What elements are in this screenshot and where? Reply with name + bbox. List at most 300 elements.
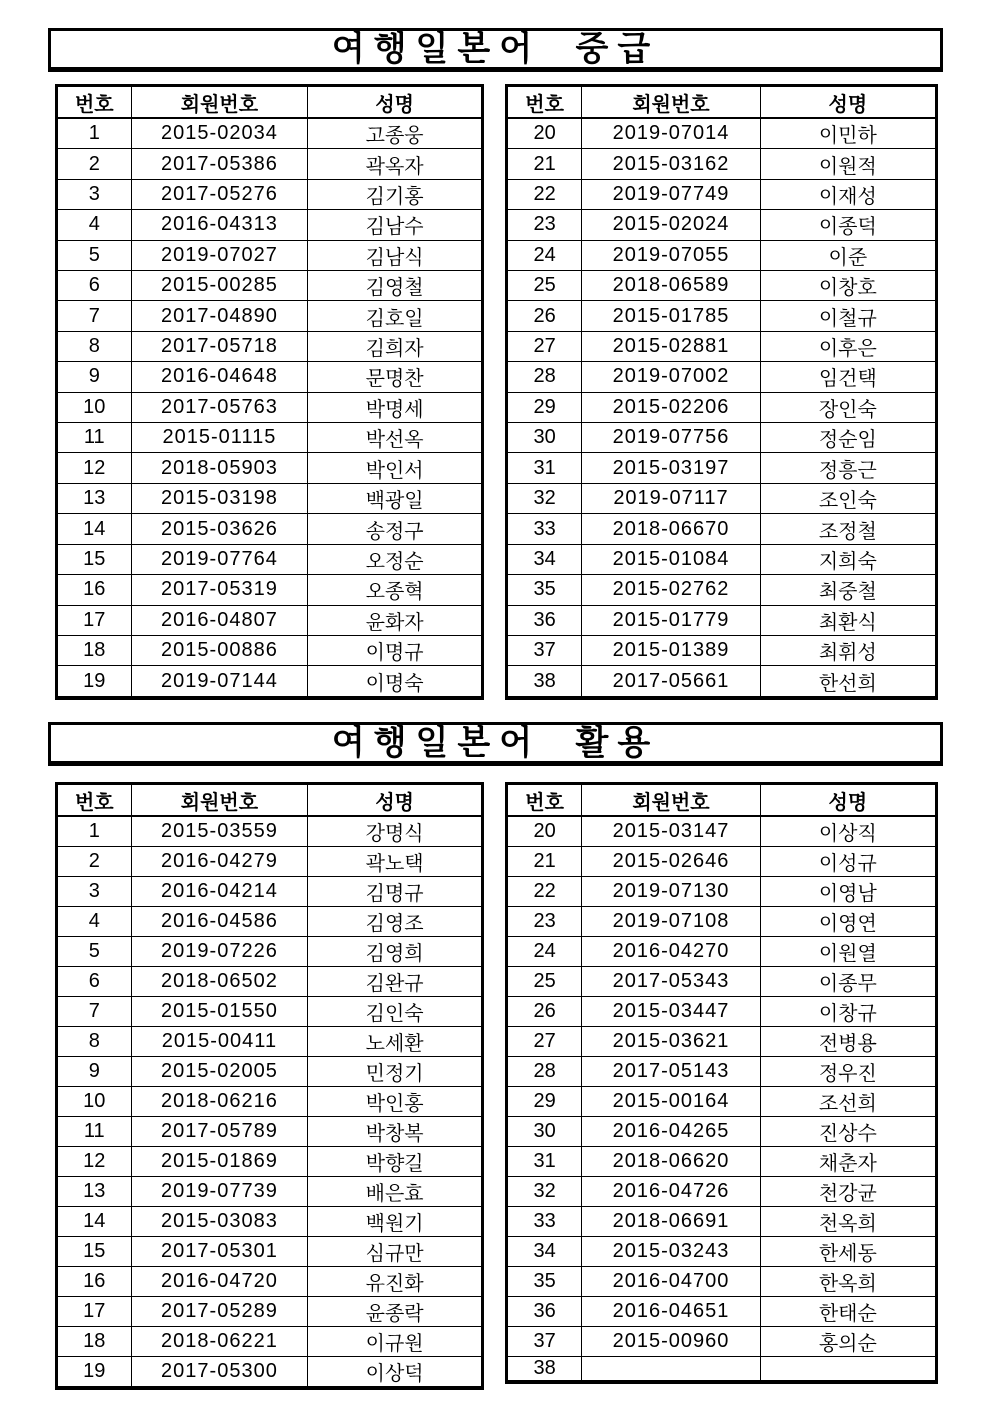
name-cell: 한옥희 [760,1267,936,1297]
table-row [57,179,483,209]
member-id-cell: 2019-07108 [582,907,760,937]
member-id-cell: 2017-05789 [131,1117,308,1147]
row-number-cell: 26 [507,997,582,1027]
section-title-box-intermediate [48,28,943,72]
table-row [507,149,937,179]
table-body [57,816,483,1388]
name-cell: 윤종락 [308,1297,483,1327]
member-id-cell: 2015-00960 [582,1327,760,1357]
table-row [57,331,483,361]
name-cell: 이영남 [760,877,936,907]
row-number-cell: 19 [57,1357,132,1389]
member-id-cell: 2019-07014 [582,118,760,149]
member-id-cell: 2017-05661 [582,666,760,698]
table-row [507,514,937,544]
name-cell: 이영연 [760,907,936,937]
table-row [57,1087,483,1117]
member-id-cell: 2018-06216 [131,1087,308,1117]
table-row [507,907,937,937]
table-row [507,1177,937,1207]
row-number-cell: 13 [57,483,132,513]
name-cell: 박인홍 [308,1087,483,1117]
member-id-cell: 2015-01389 [582,635,760,665]
name-cell: 이명규 [308,635,483,665]
member-id-cell: 2015-01115 [131,423,308,453]
row-number-cell: 35 [507,575,582,605]
table-row [57,1327,483,1357]
row-number-cell: 14 [57,1207,132,1237]
member-id-cell: 2016-04265 [582,1117,760,1147]
row-number-cell: 8 [57,331,132,361]
member-id-cell: 2015-02762 [582,575,760,605]
table-body [507,816,937,1382]
column-header: 번호 [507,86,582,119]
member-id-cell: 2017-05300 [131,1357,308,1389]
table-row [57,877,483,907]
member-id-cell: 2017-05143 [582,1057,760,1087]
table-row [57,967,483,997]
column-header: 성명 [308,784,483,817]
name-cell: 박향길 [308,1147,483,1177]
name-cell: 장인숙 [760,392,936,422]
table-row [57,997,483,1027]
member-id-cell: 2015-01869 [131,1147,308,1177]
name-cell: 이성규 [760,847,936,877]
name-cell: 김영희 [308,937,483,967]
row-number-cell: 12 [57,453,132,483]
member-id-cell: 2015-03559 [131,816,308,847]
table-row [507,1057,937,1087]
name-cell: 오정순 [308,544,483,574]
name-cell: 이후은 [760,331,936,361]
table-row [507,1147,937,1177]
name-cell: 홍의순 [760,1327,936,1357]
table-row [57,392,483,422]
member-id-cell: 2015-03626 [131,514,308,544]
row-number-cell: 14 [57,514,132,544]
column-header: 회원번호 [131,86,308,119]
row-number-cell: 16 [57,575,132,605]
row-number-cell: 2 [57,149,132,179]
column-header: 성명 [308,86,483,119]
row-number-cell: 25 [507,967,582,997]
member-id-cell: 2015-03198 [131,483,308,513]
member-id-cell: 2015-01084 [582,544,760,574]
member-id-cell: 2016-04720 [131,1267,308,1297]
table-row [57,1027,483,1057]
row-number-cell: 33 [507,514,582,544]
row-number-cell: 26 [507,301,582,331]
member-id-cell: 2019-07002 [582,362,760,392]
name-cell: 김남식 [308,240,483,270]
name-cell: 이창규 [760,997,936,1027]
name-cell: 유진화 [308,1267,483,1297]
roster-table-practical-right [505,782,938,1384]
name-cell: 오종혁 [308,575,483,605]
member-id-cell: 2019-07764 [131,544,308,574]
row-number-cell: 10 [57,392,132,422]
name-cell: 이원적 [760,149,936,179]
name-cell: 고종웅 [308,118,483,149]
name-cell: 천강균 [760,1177,936,1207]
table-row [507,1357,937,1383]
table-row [507,937,937,967]
table-row [57,847,483,877]
member-id-cell: 2015-02646 [582,847,760,877]
table-row [57,544,483,574]
table-row [57,666,483,698]
name-cell: 이창호 [760,271,936,301]
table-row [507,605,937,635]
name-cell: 전병용 [760,1027,936,1057]
row-number-cell: 4 [57,210,132,240]
name-cell: 백원기 [308,1207,483,1237]
name-cell: 임건택 [760,362,936,392]
row-number-cell: 37 [507,635,582,665]
table-row [507,423,937,453]
section-title-practical: 여행일본어 활용 [331,724,660,762]
row-number-cell: 17 [57,605,132,635]
member-id-cell: 2017-05289 [131,1297,308,1327]
row-number-cell: 28 [507,1057,582,1087]
name-cell: 김완규 [308,967,483,997]
member-id-cell: 2018-06502 [131,967,308,997]
table-row [507,666,937,698]
row-number-cell: 5 [57,240,132,270]
member-id-cell: 2018-05903 [131,453,308,483]
row-number-cell: 20 [507,816,582,847]
member-id-cell: 2016-04807 [131,605,308,635]
table-row [507,847,937,877]
member-id-cell: 2015-03447 [582,997,760,1027]
member-id-cell [582,1357,760,1383]
member-id-cell: 2016-04726 [582,1177,760,1207]
table-row [57,1057,483,1087]
name-cell: 정흥근 [760,453,936,483]
table-row [57,423,483,453]
table-row [57,907,483,937]
member-id-cell: 2016-04214 [131,877,308,907]
name-cell: 조선희 [760,1087,936,1117]
row-number-cell: 13 [57,1177,132,1207]
name-cell: 김호일 [308,301,483,331]
name-cell: 이명숙 [308,666,483,698]
row-number-cell: 17 [57,1297,132,1327]
row-number-cell: 21 [507,149,582,179]
name-cell: 천옥희 [760,1207,936,1237]
member-id-cell: 2015-00886 [131,635,308,665]
name-cell: 노세환 [308,1027,483,1057]
member-id-cell: 2019-07144 [131,666,308,698]
name-cell: 정순임 [760,423,936,453]
name-cell: 백광일 [308,483,483,513]
table-row [507,118,937,149]
row-number-cell: 8 [57,1027,132,1057]
table-row [57,271,483,301]
name-cell: 곽옥자 [308,149,483,179]
row-number-cell: 7 [57,301,132,331]
name-cell: 이종무 [760,967,936,997]
member-id-cell: 2017-05763 [131,392,308,422]
table-header-row [57,784,483,817]
name-cell: 강명식 [308,816,483,847]
table-row [57,1207,483,1237]
column-header: 회원번호 [582,86,760,119]
row-number-cell: 21 [507,847,582,877]
row-number-cell: 15 [57,1237,132,1267]
table-row [507,271,937,301]
row-number-cell: 29 [507,392,582,422]
member-id-cell: 2016-04648 [131,362,308,392]
name-cell: 지희숙 [760,544,936,574]
member-id-cell: 2015-02206 [582,392,760,422]
table-row [507,1297,937,1327]
table-row [57,210,483,240]
column-header: 번호 [57,784,132,817]
table-row [57,1147,483,1177]
name-cell: 이상직 [760,816,936,847]
table-row [57,483,483,513]
row-number-cell: 29 [507,1087,582,1117]
table-row [57,514,483,544]
member-id-cell: 2019-07756 [582,423,760,453]
row-number-cell: 1 [57,118,132,149]
name-cell: 최중철 [760,575,936,605]
table-body [507,118,937,698]
name-cell: 이상덕 [308,1357,483,1389]
table-row [507,635,937,665]
table-row [57,1117,483,1147]
name-cell: 김남수 [308,210,483,240]
column-header: 회원번호 [582,784,760,817]
member-id-cell: 2019-07027 [131,240,308,270]
table-row [507,1267,937,1297]
name-cell: 박선옥 [308,423,483,453]
row-number-cell: 22 [507,877,582,907]
row-number-cell: 22 [507,179,582,209]
row-number-cell: 23 [507,210,582,240]
member-id-cell: 2018-06221 [131,1327,308,1357]
table-row [57,937,483,967]
row-number-cell: 3 [57,179,132,209]
row-number-cell: 11 [57,1117,132,1147]
member-id-cell: 2016-04279 [131,847,308,877]
name-cell: 진상수 [760,1117,936,1147]
name-cell: 배은효 [308,1177,483,1207]
table-header-row [507,784,937,817]
member-id-cell: 2018-06670 [582,514,760,544]
name-cell: 이규원 [308,1327,483,1357]
roster-table-intermediate-right [505,84,938,700]
table-row [57,118,483,149]
member-id-cell: 2017-05343 [582,967,760,997]
member-id-cell: 2018-06691 [582,1207,760,1237]
row-number-cell: 30 [507,1117,582,1147]
member-id-cell: 2019-07117 [582,483,760,513]
member-id-cell: 2015-02881 [582,331,760,361]
table-row [507,392,937,422]
member-id-cell: 2017-05276 [131,179,308,209]
row-number-cell: 24 [507,937,582,967]
row-number-cell: 38 [507,1357,582,1383]
row-number-cell: 27 [507,1027,582,1057]
row-number-cell: 18 [57,1327,132,1357]
name-cell: 조인숙 [760,483,936,513]
column-header: 번호 [57,86,132,119]
member-id-cell: 2019-07226 [131,937,308,967]
name-cell: 민정기 [308,1057,483,1087]
table-row [507,967,937,997]
table-header-row [507,86,937,119]
name-cell: 이민하 [760,118,936,149]
name-cell: 정우진 [760,1057,936,1087]
member-id-cell: 2015-01550 [131,997,308,1027]
table-row [507,240,937,270]
table-row [57,1357,483,1389]
row-number-cell: 11 [57,423,132,453]
member-id-cell: 2019-07055 [582,240,760,270]
member-id-cell: 2019-07749 [582,179,760,209]
member-id-cell: 2015-03243 [582,1237,760,1267]
member-id-cell: 2015-02005 [131,1057,308,1087]
row-number-cell: 32 [507,483,582,513]
name-cell: 이재성 [760,179,936,209]
member-id-cell: 2017-05386 [131,149,308,179]
table-row [57,1177,483,1207]
row-number-cell: 23 [507,907,582,937]
name-cell: 곽노택 [308,847,483,877]
row-number-cell: 37 [507,1327,582,1357]
row-number-cell: 20 [507,118,582,149]
name-cell: 이종덕 [760,210,936,240]
row-number-cell: 38 [507,666,582,698]
row-number-cell: 1 [57,816,132,847]
table-row [507,1117,937,1147]
column-header: 성명 [760,86,936,119]
member-id-cell: 2015-03621 [582,1027,760,1057]
name-cell: 이원열 [760,937,936,967]
member-id-cell: 2018-06589 [582,271,760,301]
table-row [507,301,937,331]
table-row [57,816,483,847]
row-number-cell: 25 [507,271,582,301]
row-number-cell: 31 [507,453,582,483]
member-id-cell: 2019-07739 [131,1177,308,1207]
row-number-cell: 2 [57,847,132,877]
row-number-cell: 18 [57,635,132,665]
member-id-cell: 2017-04890 [131,301,308,331]
member-id-cell: 2015-00164 [582,1087,760,1117]
row-number-cell: 10 [57,1087,132,1117]
row-number-cell: 5 [57,937,132,967]
table-row [57,301,483,331]
table-row [507,997,937,1027]
member-id-cell: 2018-06620 [582,1147,760,1177]
member-id-cell: 2016-04700 [582,1267,760,1297]
table-row [507,1327,937,1357]
name-cell: 한선희 [760,666,936,698]
member-id-cell: 2015-03162 [582,149,760,179]
member-id-cell: 2015-02024 [582,210,760,240]
table-row [57,453,483,483]
row-number-cell: 32 [507,1177,582,1207]
member-id-cell: 2015-00285 [131,271,308,301]
member-id-cell: 2016-04651 [582,1297,760,1327]
name-cell: 김영철 [308,271,483,301]
name-cell: 박인서 [308,453,483,483]
table-row [507,575,937,605]
table-row [507,362,937,392]
row-number-cell: 4 [57,907,132,937]
table-row [507,1237,937,1267]
name-cell: 한태순 [760,1297,936,1327]
row-number-cell: 30 [507,423,582,453]
row-number-cell: 28 [507,362,582,392]
row-number-cell: 36 [507,1297,582,1327]
name-cell: 김영조 [308,907,483,937]
row-number-cell: 12 [57,1147,132,1177]
roster-table-practical-left [55,782,484,1390]
name-cell: 최휘성 [760,635,936,665]
row-number-cell: 24 [507,240,582,270]
table-row [57,635,483,665]
column-header: 회원번호 [131,784,308,817]
member-id-cell: 2016-04313 [131,210,308,240]
table-row [507,544,937,574]
member-id-cell: 2015-03147 [582,816,760,847]
section-title-box-practical [48,722,943,766]
row-number-cell: 9 [57,362,132,392]
table-row [507,816,937,847]
member-id-cell: 2015-03197 [582,453,760,483]
member-id-cell: 2015-01785 [582,301,760,331]
member-id-cell: 2017-05301 [131,1237,308,1267]
member-id-cell: 2015-02034 [131,118,308,149]
member-id-cell: 2015-01779 [582,605,760,635]
table-row [507,331,937,361]
name-cell: 이철규 [760,301,936,331]
table-row [57,575,483,605]
table-row [57,1237,483,1267]
name-cell: 문명찬 [308,362,483,392]
table-row [507,1027,937,1057]
name-cell [760,1357,936,1383]
row-number-cell: 35 [507,1267,582,1297]
row-number-cell: 15 [57,544,132,574]
name-cell: 김기홍 [308,179,483,209]
roster-table-intermediate-left [55,84,484,700]
row-number-cell: 27 [507,331,582,361]
row-number-cell: 9 [57,1057,132,1087]
table-row [57,362,483,392]
table-row [507,483,937,513]
table-row [507,1087,937,1117]
row-number-cell: 19 [57,666,132,698]
table-body [57,118,483,698]
row-number-cell: 36 [507,605,582,635]
table-row [57,1267,483,1297]
name-cell: 이준 [760,240,936,270]
member-id-cell: 2015-00411 [131,1027,308,1057]
table-row [507,877,937,907]
name-cell: 송정구 [308,514,483,544]
table-row [57,605,483,635]
row-number-cell: 31 [507,1147,582,1177]
table-header-row [57,86,483,119]
member-id-cell: 2017-05718 [131,331,308,361]
table-row [57,240,483,270]
name-cell: 최환식 [760,605,936,635]
